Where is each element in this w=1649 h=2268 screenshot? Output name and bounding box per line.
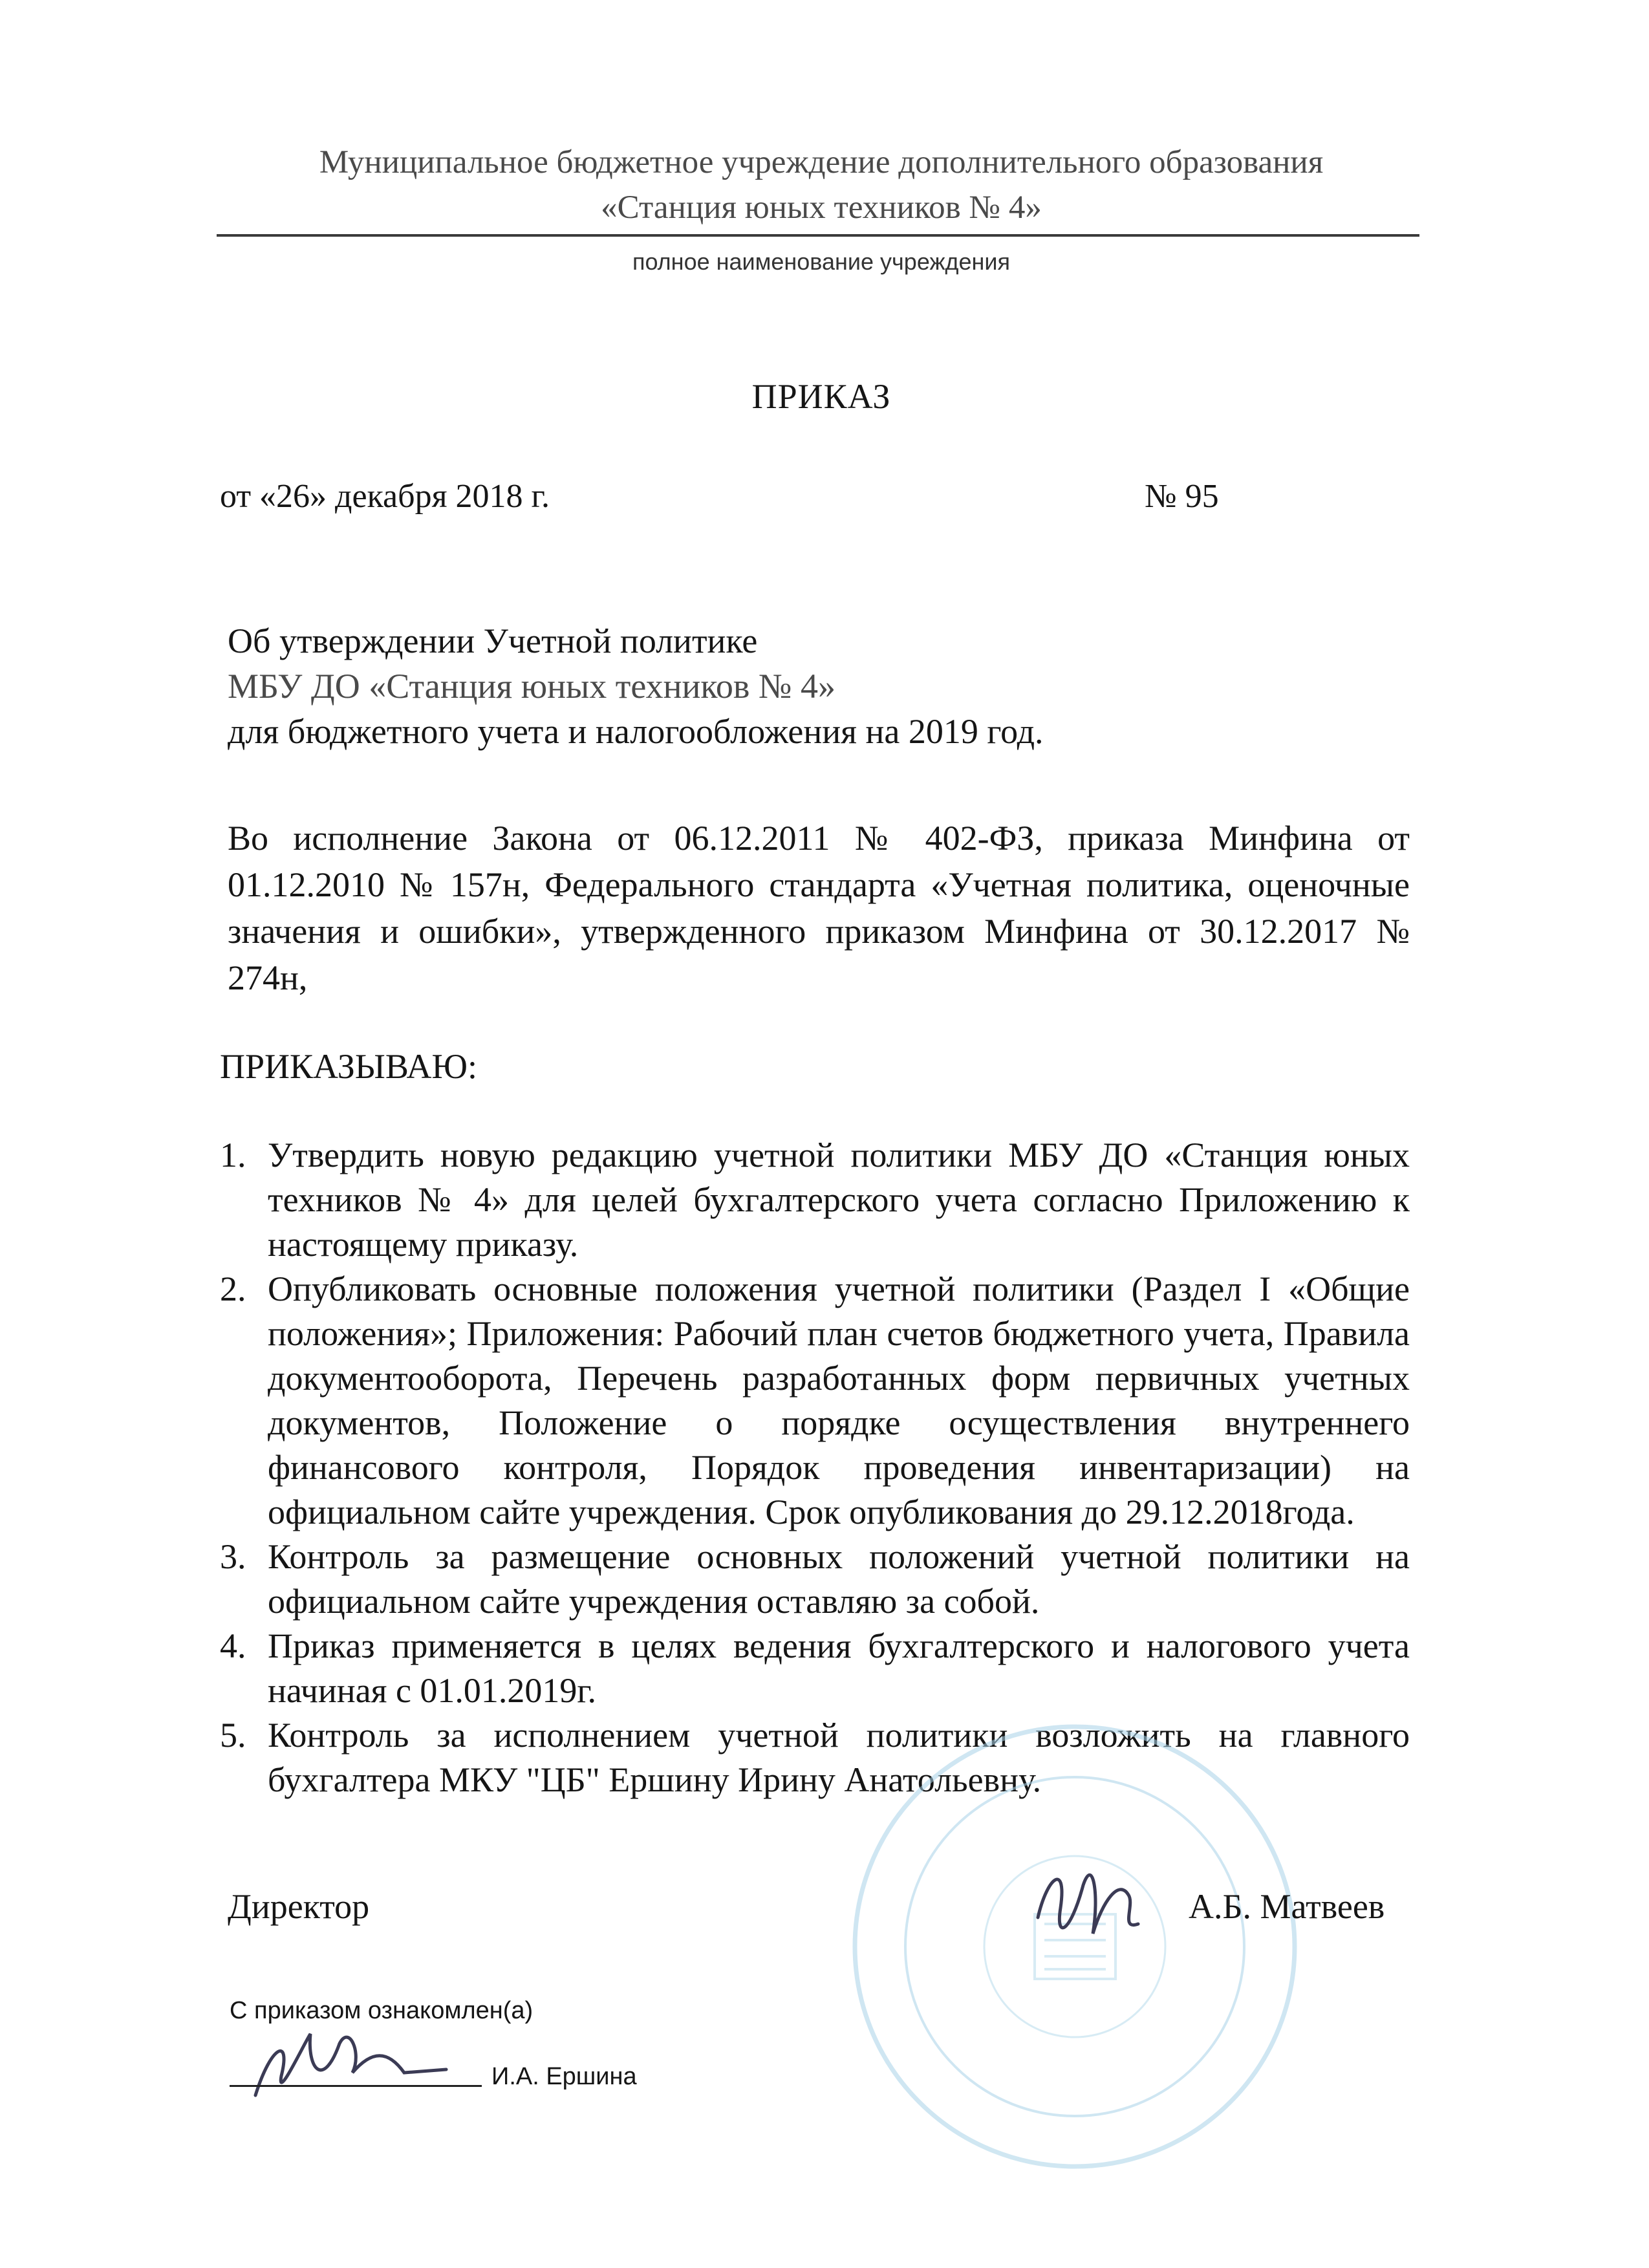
item-number: 5.	[220, 1716, 246, 1755]
item-number: 1.	[220, 1136, 246, 1174]
preamble-paragraph: Во исполнение Закона от 06.12.2011 № 402-ФЗ, приказа Минфина от 01.12.2010 № 157н, Федерального стандарта «Учетная политика, оценочные значения и ошибки», утвержденного приказом Минфина от 30.12.2017 № 274н,	[228, 819, 1410, 997]
item-number: 3.	[220, 1537, 246, 1576]
org-name-line-2: «Станция юных техников № 4»	[601, 189, 1042, 226]
director-name: А.Б. Матвеев	[1189, 1887, 1385, 1926]
item-text: Утвердить новую редакцию учетной политики МБУ ДО «Станция юных техников № 4» для целей бухгалтерского учета согласно Приложению к настоящему приказу.	[268, 1136, 1410, 1264]
item-text: Контроль за размещение основных положений учетной политики на официальном сайте учреждения оставляю за собой.	[268, 1537, 1410, 1621]
item-text: Опубликовать основные положения учетной политики (Раздел I «Общие положения»; Приложения: Рабочий план счетов бюджетного учета, Правила документооборота, Перечень разработанных форм первичных учетных документов, Положение о порядке осуществления внутреннего финансового контроля, Порядок проведения инвентаризации) на официальном сайте учреждения. Срок опубликования до 29.12.2018года.	[268, 1269, 1410, 1531]
stamp-core-ring	[984, 1856, 1165, 2037]
stamp-outer-ring	[855, 1727, 1295, 2166]
item-text: Приказ применяется в целях ведения бухгалтерского и налогового учета начиная с 01.01.2019г.	[268, 1626, 1410, 1710]
acknowledgement-name: И.А. Ершина	[491, 2063, 637, 2090]
item-text: Контроль за исполнением учетной политики возложить на главного бухгалтера МКУ "ЦБ" Ершину Ирину Анатольевну.	[268, 1716, 1410, 1799]
order-date: от «26» декабря 2018 г.	[220, 478, 550, 515]
official-stamp	[855, 1727, 1295, 2166]
subject-line-1: Об утверждении Учетной политике	[228, 621, 758, 660]
director-title: Директор	[228, 1887, 370, 1926]
acknowledgement-label: С приказом ознакомлен(а)	[230, 1997, 534, 2024]
subject-line-3: для бюджетного учета и налогообложения на 2019 год.	[228, 712, 1044, 751]
document-title: ПРИКАЗ	[751, 377, 891, 416]
item-number: 2.	[220, 1269, 246, 1308]
order-number: № 95	[1145, 478, 1219, 515]
resolve-heading: ПРИКАЗЫВАЮ:	[220, 1047, 477, 1086]
acknowledgement-signature-line	[230, 2085, 482, 2087]
item-number: 4.	[220, 1626, 246, 1665]
stamp-emblem	[1035, 1914, 1116, 1979]
org-name-line-1: Муниципальное бюджетное учреждение дополнительного образования	[319, 144, 1324, 180]
org-name-caption: полное наименование учреждения	[632, 248, 1011, 275]
subject-line-2: МБУ ДО «Станция юных техников № 4»	[228, 667, 835, 706]
stamp-inner-ring	[905, 1777, 1244, 2116]
